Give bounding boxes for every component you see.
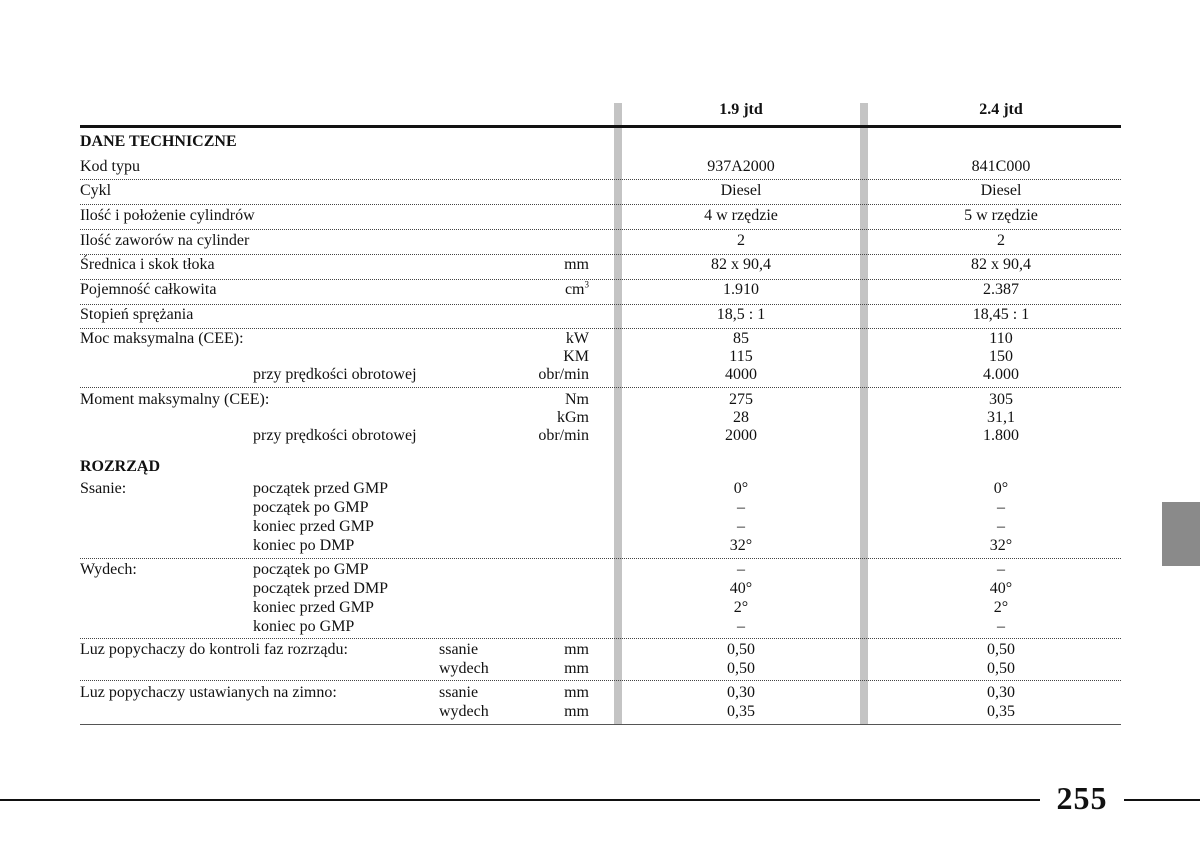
sub-label: koniec po GMP bbox=[253, 618, 355, 635]
value-1-9-jtd: – bbox=[737, 561, 745, 578]
value-2-4-jtd: 150 bbox=[989, 348, 1013, 365]
value-2-4-jtd: Diesel bbox=[980, 182, 1022, 199]
row-label: Średnica i skok tłoka bbox=[80, 256, 215, 273]
value-1-9-jtd: 18,5 : 1 bbox=[716, 306, 766, 323]
value-2-4-jtd: – bbox=[997, 518, 1005, 535]
value-2-4-jtd: 31,1 bbox=[987, 409, 1015, 426]
value-2-4-jtd: 841C000 bbox=[971, 158, 1031, 175]
unit-label: mm bbox=[564, 256, 589, 273]
value-2-4-jtd: 305 bbox=[989, 391, 1013, 408]
unit-label: obr/min bbox=[538, 366, 589, 383]
unit-label: mm bbox=[564, 660, 589, 677]
value-1-9-jtd: 4 w rzędzie bbox=[704, 207, 778, 224]
table-row-cykl bbox=[80, 180, 1121, 205]
section-heading-row bbox=[80, 130, 1121, 153]
value-1-9-jtd: 275 bbox=[729, 391, 753, 408]
value-2-4-jtd: 32° bbox=[989, 537, 1013, 554]
value-1-9-jtd: Diesel bbox=[720, 182, 762, 199]
sub-label: przy prędkości obrotowej bbox=[253, 427, 417, 444]
value-1-9-jtd: 4000 bbox=[725, 366, 757, 383]
section-heading-dane-techniczne: DANE TECHNICZNE bbox=[80, 133, 237, 150]
row-label: Ilość i położenie cylindrów bbox=[80, 207, 255, 224]
table-row-luz-na-zimno bbox=[80, 683, 1121, 725]
sub-label: koniec po DMP bbox=[253, 537, 355, 554]
value-2-4-jtd: 2.387 bbox=[983, 281, 1019, 298]
sub-label: ssanie bbox=[439, 641, 479, 658]
sub-label: początek po GMP bbox=[253, 561, 369, 578]
sub-label: początek po GMP bbox=[253, 499, 369, 516]
row-label: Moc maksymalna (CEE): bbox=[80, 330, 244, 347]
row-label: Ssanie: bbox=[80, 480, 127, 497]
value-2-4-jtd: 2° bbox=[993, 599, 1009, 616]
column-header-2-4-jtd: 2.4 jtd bbox=[979, 101, 1023, 118]
value-2-4-jtd: 82 x 90,4 bbox=[971, 256, 1031, 273]
page-number: 255 bbox=[1056, 780, 1108, 816]
value-2-4-jtd: 2 bbox=[997, 232, 1005, 249]
table-row-wydech bbox=[80, 560, 1121, 639]
value-1-9-jtd: 2° bbox=[733, 599, 749, 616]
table-row-moc-maksymalna bbox=[80, 329, 1121, 388]
table-row-ssanie bbox=[80, 479, 1121, 559]
value-2-4-jtd: 0,30 bbox=[987, 684, 1015, 701]
table-row-zawory bbox=[80, 230, 1121, 255]
value-2-4-jtd: 5 w rzędzie bbox=[964, 207, 1038, 224]
sub-label: początek przed DMP bbox=[253, 580, 389, 597]
row-label: Pojemność całkowita bbox=[80, 281, 217, 298]
footer-rule bbox=[0, 799, 1040, 801]
section-heading-rozrzad: ROZRZĄD bbox=[80, 458, 161, 475]
value-1-9-jtd: 40° bbox=[729, 580, 753, 597]
unit-label bbox=[565, 280, 589, 299]
table-row-kod-typu bbox=[80, 155, 1121, 180]
unit-text: cm bbox=[564, 281, 585, 298]
value-2-4-jtd: 110 bbox=[989, 330, 1013, 347]
sub-label: wydech bbox=[439, 660, 489, 677]
row-label: Stopień sprężania bbox=[80, 306, 194, 323]
table-row-pojemnosc bbox=[80, 280, 1121, 305]
column-header-1-9-jtd: 1.9 jtd bbox=[719, 101, 763, 118]
value-2-4-jtd: 0,50 bbox=[987, 660, 1015, 677]
unit-label: mm bbox=[564, 684, 589, 701]
value-1-9-jtd: – bbox=[737, 499, 745, 516]
value-2-4-jtd: – bbox=[997, 499, 1005, 516]
footer-rule bbox=[1124, 799, 1200, 801]
value-1-9-jtd: 115 bbox=[729, 348, 753, 365]
value-1-9-jtd: 82 x 90,4 bbox=[711, 256, 771, 273]
value-1-9-jtd: 1.910 bbox=[723, 281, 759, 298]
value-1-9-jtd: 0,35 bbox=[727, 703, 755, 720]
unit-label: kW bbox=[565, 330, 589, 347]
unit-label: KM bbox=[563, 348, 589, 365]
value-2-4-jtd: 0,50 bbox=[987, 641, 1015, 658]
table-row-srednica-skok bbox=[80, 255, 1121, 280]
unit-label: mm bbox=[564, 703, 589, 720]
value-1-9-jtd: – bbox=[737, 618, 745, 635]
row-label: Cykl bbox=[80, 182, 112, 199]
section-heading-row bbox=[80, 457, 1121, 479]
unit-superscript: 3 bbox=[584, 279, 589, 290]
value-2-4-jtd: – bbox=[997, 561, 1005, 578]
row-label: Ilość zaworów na cylinder bbox=[80, 232, 250, 249]
unit-label: Nm bbox=[565, 391, 589, 408]
table-row-cylindry bbox=[80, 205, 1121, 230]
sub-label: przy prędkości obrotowej bbox=[253, 366, 417, 383]
value-2-4-jtd: 1.800 bbox=[983, 427, 1019, 444]
row-label: Kod typu bbox=[80, 158, 140, 175]
value-2-4-jtd: – bbox=[997, 618, 1005, 635]
header-rule bbox=[80, 125, 1121, 128]
value-2-4-jtd: 18,45 : 1 bbox=[972, 306, 1030, 323]
unit-label: mm bbox=[564, 641, 589, 658]
sub-label: ssanie bbox=[439, 684, 479, 701]
sub-label: wydech bbox=[439, 703, 489, 720]
sub-label: koniec przed GMP bbox=[253, 518, 374, 535]
value-1-9-jtd: 2000 bbox=[725, 427, 757, 444]
value-1-9-jtd: 2 bbox=[737, 232, 745, 249]
unit-label: obr/min bbox=[538, 427, 589, 444]
chapter-tab-marker bbox=[1162, 502, 1200, 566]
value-2-4-jtd: 40° bbox=[989, 580, 1013, 597]
value-1-9-jtd: 32° bbox=[729, 537, 753, 554]
row-label: Luz popychaczy do kontroli faz rozrządu: bbox=[80, 641, 348, 658]
value-1-9-jtd: 0,50 bbox=[727, 641, 755, 658]
value-1-9-jtd: 0° bbox=[733, 480, 749, 497]
row-label: Wydech: bbox=[80, 561, 137, 578]
value-1-9-jtd: 85 bbox=[733, 330, 749, 347]
table-row-stopien-sprezania bbox=[80, 305, 1121, 329]
table-row-moment-maksymalny bbox=[80, 390, 1121, 448]
sub-label: koniec przed GMP bbox=[253, 599, 374, 616]
value-1-9-jtd: 0,30 bbox=[727, 684, 755, 701]
sub-label: początek przed GMP bbox=[253, 480, 389, 497]
row-label: Luz popychaczy ustawianych na zimno: bbox=[80, 684, 337, 701]
table-row-luz-faz-rozrzadu bbox=[80, 640, 1121, 681]
value-1-9-jtd: 28 bbox=[733, 409, 749, 426]
row-label: Moment maksymalny (CEE): bbox=[80, 391, 270, 408]
value-1-9-jtd: – bbox=[737, 518, 745, 535]
unit-label: kGm bbox=[557, 409, 589, 426]
value-2-4-jtd: 0° bbox=[993, 480, 1009, 497]
value-1-9-jtd: 0,50 bbox=[727, 660, 755, 677]
value-1-9-jtd: 937A2000 bbox=[707, 158, 775, 175]
value-2-4-jtd: 4.000 bbox=[983, 366, 1019, 383]
value-2-4-jtd: 0,35 bbox=[987, 703, 1015, 720]
